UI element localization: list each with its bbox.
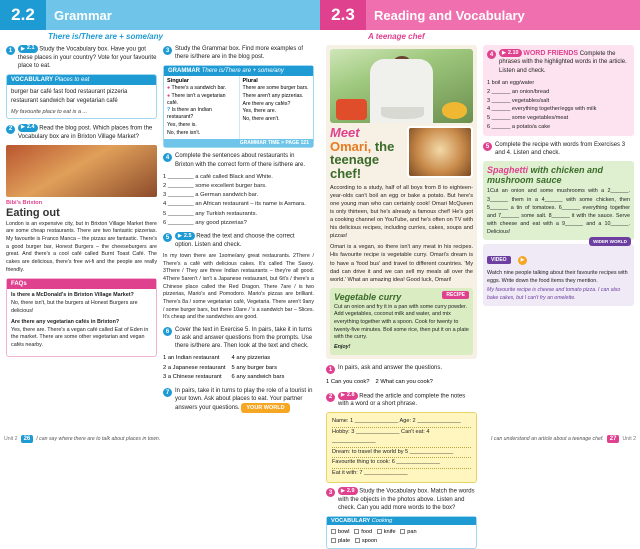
- left-column-1: [6, 45, 157, 417]
- exercise-6-number: 6: [163, 327, 172, 336]
- article-box: [326, 45, 477, 359]
- exercise-6-prompts: [163, 354, 314, 382]
- list-item: 5 ________ any Turkish restaurants.: [163, 210, 258, 217]
- r-exercise-2-text: ▶ 2.8 Read the article and complete the notes with a word or a short phrase.: [338, 391, 466, 408]
- left-footer-unit: Unit 2: [4, 436, 18, 442]
- cooking-vocabulary-box: [326, 516, 477, 549]
- list-item: 3 ________ a German sandwich bar.: [163, 192, 259, 199]
- audio-badge[interactable]: ▶ 2.1: [18, 45, 38, 53]
- left-unit-number: 2.2: [0, 0, 46, 30]
- left-column-2: [163, 45, 314, 417]
- notes-card: [326, 412, 477, 483]
- word-friends-label: WORD FRIENDS: [523, 50, 579, 57]
- article-title-meet: Meet: [330, 125, 360, 140]
- spaghetti-box: [483, 161, 634, 240]
- r-exercise-1-number: 1: [326, 365, 335, 374]
- blog-author: Bibi's Brixton: [6, 199, 43, 206]
- vocabulary-row-2: plate spoon: [331, 537, 472, 545]
- exercise-1: [6, 45, 157, 70]
- list-item: 2 ________ some excellent burger bars.: [163, 182, 267, 189]
- exercise-5-text: ▶ 2.5 Read the text and choose the correct option. Listen and check.: [175, 232, 295, 248]
- exercise-5-body: In my town there are 1some/any great restaurants. 2There / There's a café with delicious cakes. It's called The Savoy. 3There / They are three Indian restaurants – they're all good. 4There 5aren't / isn't a Japanese restaurant, but 6it's / there's a Chinese place called the Red Dragon. There 7are / is two pizzerias, Mario's and Pomodoro. Mario's pizzas are brilliant. There's 8a / some vegetarian café, Vegetaria. There aren't 9any / some burger bars, but there 10are / 's a sandwich bar – Slices. It's cheap and the sandwiches are good.: [163, 252, 314, 321]
- recipe-enjoy: Enjoy!: [334, 343, 351, 350]
- grammar-plural-column: [239, 76, 314, 139]
- r-exercise-3-number: 3: [326, 488, 335, 497]
- cooking-vocabulary-header: VOCABULARY Cooking: [327, 517, 476, 525]
- exercise-4: [163, 152, 314, 168]
- recipe-text: Cut an onion and fry it in a pan with some curry powder. Add vegetables, coconut milk and water, and mix everything together with a spoon. Cook for twenty to twenty-five minutes. Boil some rice, then put it on a plate with the curry.: [334, 303, 469, 341]
- list-item: 5 ______ some vegetables/meat: [487, 115, 569, 122]
- blog-text: London is an expensive city, but in Brixton Village Market there are some cheap restaurants. There are two fantastic pizzerias. My favourite is Franco Manca – the pizzas are fantastic. There's a good burger bar, Honest Burgers – the cheeseburgers are great. And there's a cool café called Burnt Toast Café. The cakes are delicious, there's free wi-fi and the people are really friendly.: [6, 220, 157, 273]
- exercise-7-number: 7: [163, 388, 172, 397]
- video-play-icon[interactable]: ▶: [518, 256, 527, 265]
- article-paragraph-2: Omari is a vegan, so there isn't any meat in his recipes. His favourite recipe is vegetable curry. Omari's dream is to have a 'food bus' and travel to different countries. 'My dad can drive it and we can sell my meals all over the world.' What an amazing idea! Good luck, Omari!: [330, 244, 473, 283]
- right-header: [320, 0, 640, 30]
- question-icon: ?: [167, 107, 171, 114]
- left-page: [0, 0, 320, 446]
- list-item: 4 any pizzerias: [231, 355, 271, 362]
- left-subtitle: There is/There are + some/any: [48, 32, 163, 41]
- bullet-icon: ●: [167, 92, 171, 99]
- exercise-4-number: 4: [163, 153, 172, 162]
- grammar-time-link[interactable]: GRAMMAR TIME > PAGE 121: [164, 139, 313, 147]
- vocabulary-box: [6, 74, 157, 119]
- right-footer: [320, 432, 640, 446]
- r-exercise-4-number: 4: [487, 50, 496, 59]
- right-column-2: [483, 45, 634, 549]
- vocabulary-box-subject: Places to eat: [54, 76, 90, 83]
- r-exercise-5-number: 5: [483, 142, 492, 151]
- question-1: 1 Can you cook?: [326, 379, 370, 386]
- play-icon: ▶: [21, 124, 25, 131]
- checkbox-icon[interactable]: [354, 529, 359, 534]
- exercise-5: [163, 232, 314, 249]
- bullet-icon: ●: [167, 85, 171, 92]
- grammar-singular-label: Singular: [167, 78, 190, 85]
- r-exercise-1-text: In pairs, ask and answer the questions.: [338, 365, 443, 372]
- list-item: 1 ________ a café called Black and White.: [163, 173, 273, 180]
- faq-answer: Yes, there are. There's a vegan café called Eat of Eden in the market. There are some other vegetarian and vegan cafés nearby.: [11, 326, 149, 349]
- grammar-row: No, there isn't.: [167, 129, 201, 136]
- list-item: 1 boil an egg/water: [487, 79, 535, 86]
- exercise-4-items: [163, 173, 314, 229]
- checkbox-icon[interactable]: [400, 529, 405, 534]
- grammar-singular-column: [164, 76, 239, 139]
- list-item: 3 ______ vegetables/salt: [487, 97, 550, 104]
- grammar-row: ● There isn't a vegetarian café.: [167, 92, 226, 106]
- faq-body: [7, 289, 156, 356]
- right-unit-title: Reading and Vocabulary: [366, 0, 640, 30]
- article-title-name: Omari,: [330, 138, 372, 154]
- omari-photo: [330, 49, 473, 123]
- r-exercise-3-text: ▶ 2.9 Study the Vocabulary box. Match the words with the objects in the photos above. Listen and check. Can you add more words to the box?: [338, 487, 475, 512]
- video-quote: My favourite recipe is cheese and tomato pizza. I can also bake cakes, but I can't fry an omelette.: [487, 287, 621, 301]
- right-subtitle: A teenage chef: [368, 32, 425, 41]
- exercise-6-text: Cover the text in Exercise 5. In pairs, take it in turns to ask and answer questions from the prompts. Use there is/there are. Then look at the text and check.: [175, 327, 313, 350]
- right-columns: [320, 43, 640, 549]
- cooking-vocabulary-subject: Cooking: [371, 518, 393, 525]
- faq-box: [6, 278, 157, 357]
- word-friends-box: [483, 45, 634, 136]
- right-page: [320, 0, 640, 544]
- photo-bowl: [381, 107, 424, 119]
- r-exercise-1-questions: [326, 378, 477, 387]
- note-line: Favourite thing to cook: 6 ______________: [332, 458, 471, 469]
- word-friends-items: [487, 79, 630, 133]
- play-icon: ▶: [341, 392, 345, 399]
- r-exercise-4-text: ▶ 2.10 WORD FRIENDS Complete the phrases with the highlighted words in the article. Listen and check.: [499, 49, 627, 74]
- spaghetti-title: [487, 165, 630, 185]
- checkbox-icon[interactable]: [331, 538, 336, 543]
- r-exercise-5: [483, 141, 634, 157]
- cooking-vocabulary-items: [327, 525, 476, 548]
- recipe-box: [330, 288, 473, 355]
- note-line: Dream: to travel the world by 5 ______________: [332, 448, 471, 459]
- right-unit-number: 2.3: [320, 0, 366, 30]
- right-footer-unit: Unit 2: [622, 436, 636, 442]
- grammar-row: There are some burger bars.: [242, 85, 309, 92]
- r-exercise-2-number: 2: [326, 393, 335, 402]
- checkbox-icon[interactable]: [331, 529, 336, 534]
- left-header: [0, 0, 320, 30]
- exercise-6-column-1: [163, 354, 226, 382]
- exercise-2-text: ▶ 2.4 Read the blog post. Which places from the Vocabulary box are in Brixton Village Market?: [18, 124, 153, 140]
- r-exercise-1: [326, 364, 477, 374]
- faq-item: [11, 319, 152, 350]
- curry-photo: [407, 126, 473, 178]
- exercise-4-text: Complete the sentences about restaurants in Brixton with the correct form of there is/there are.: [175, 153, 306, 168]
- list-item: 1 an Indian restaurant: [163, 355, 220, 362]
- vocabulary-items: burger bar café fast food restaurant pizzeria restaurant sandwich bar vegetarian café: [11, 88, 128, 104]
- play-icon: ▶: [21, 45, 25, 52]
- vocabulary-row-1: bowl food knife pan: [331, 528, 472, 536]
- exercise-6-column-2: [232, 354, 285, 382]
- exercise-1-text: ▶ 2.1 Study the Vocabulary box. Have you got these places in your country? Vote for your favourite place to eat.: [18, 45, 157, 69]
- exercise-3-text: Study the Grammar box. Find more examples of there is/there are in the blog post.: [175, 46, 304, 61]
- list-item: 4 ______ everything together/eggs with milk: [487, 106, 597, 113]
- audio-badge[interactable]: ▶ 2.8: [338, 392, 358, 400]
- spaghetti-title-sub: with chicken and mushroom sauce: [487, 165, 604, 186]
- recipe-tag: RECIPE: [442, 291, 469, 299]
- blog-title: Eating out: [6, 206, 60, 219]
- grammar-table: [164, 76, 313, 139]
- grammar-row: Yes, there is.: [167, 121, 197, 128]
- list-item: 6 ________ any good pizzerias?: [163, 219, 247, 226]
- grammar-box-subject: There is/There are + some/any: [201, 68, 284, 75]
- vocabulary-note: My favourite place to eat is a ...: [11, 108, 88, 115]
- r-exercise-3: [326, 487, 477, 512]
- r-exercise-4: [487, 49, 630, 75]
- r-exercise-5-text: Complete the recipe with words from Exercises 3 and 4. Listen and check.: [495, 142, 626, 157]
- list-item: 4 ________ an African restaurant – its name is Asmara.: [163, 201, 306, 208]
- audio-badge[interactable]: ▶ 2.9: [338, 487, 358, 495]
- exercise-2: [6, 124, 157, 141]
- audio-badge[interactable]: ▶ 2.4: [18, 124, 38, 132]
- faq-question: Are there any vegetarian cafés in Brixton?: [11, 318, 120, 325]
- video-tag: VIDEO: [487, 256, 511, 264]
- grammar-row: ? Is there an Indian restaurant?: [167, 107, 212, 121]
- audio-badge[interactable]: ▶ 2.5: [175, 232, 195, 240]
- faq-question: Is there a McDonald's in Brixton Village Market?: [11, 292, 134, 299]
- video-text: Watch nine people talking about their favourite recipes with eggs. Write down the food items they mention.: [487, 270, 628, 285]
- exercise-6: [163, 326, 314, 350]
- article-paragraph-1: According to a study, half of all boys from 8 to eighteen-year-olds can't boil an egg or bake a potato. But here's one young man who can certainly cook! Omari McQueen is only thirteen, but he's already a famous chef! He's got a cooking channel on YouTube, and he's often on TV with his delicious recipes, including curries, cakes, soups and pizzas!: [330, 184, 473, 240]
- exercise-2-number: 2: [6, 125, 15, 134]
- play-icon: ▶: [341, 487, 345, 494]
- your-world-badge: YOUR WORLD: [241, 403, 289, 413]
- checkbox-icon[interactable]: [377, 529, 382, 534]
- photo-lemon: [442, 102, 468, 118]
- right-column-1: [326, 45, 477, 549]
- grammar-plural-label: Plural: [242, 78, 258, 85]
- list-item: 2 a Japanese restaurant: [163, 364, 226, 371]
- faq-answer: No, there isn't, but the burgers at Honest Burgers are delicious!: [11, 300, 138, 314]
- left-columns: [0, 43, 320, 417]
- faq-header: FAQs: [7, 279, 156, 289]
- exercise-7-text: In pairs, take it in turns to play the role of a tourist in your town. Ask about places to eat. Your partner answers your questions. YOUR WORLD: [175, 387, 314, 413]
- video-box: [483, 239, 634, 306]
- grammar-box-header: GRAMMAR There is/There are + some/any: [164, 66, 313, 76]
- recipe-title: Vegetable curry: [334, 291, 402, 302]
- faq-item: [11, 292, 152, 315]
- question-2: 2 What can you cook?: [375, 379, 433, 386]
- note-line: Name: 1 ______________ Age: 2 ______________: [332, 417, 471, 428]
- grammar-box: [163, 65, 314, 148]
- audio-badge[interactable]: ▶ 2.10: [499, 49, 522, 57]
- checkbox-icon[interactable]: [355, 538, 360, 543]
- list-item: 2 ______ an onion/bread: [487, 88, 550, 95]
- play-icon: ▶: [502, 50, 506, 57]
- list-item: 5 any burger bars: [231, 364, 277, 371]
- left-footer-line: I can say where there are to talk about places in town.: [36, 436, 161, 442]
- note-line: Hobby: 3 ______________ Can't eat: 4 ______________: [332, 428, 471, 448]
- grammar-row: No, there aren't.: [242, 116, 280, 123]
- exercise-5-number: 5: [163, 233, 172, 242]
- blog-photo: [6, 145, 157, 197]
- left-page-number: 26: [21, 435, 34, 443]
- list-item: 3 a Chinese restaurant: [163, 373, 222, 380]
- grammar-row: Yes, there are.: [242, 108, 277, 115]
- right-page-number: 27: [607, 435, 620, 443]
- left-footer: [0, 432, 320, 446]
- note-line: Eat it with: 7 ______________: [332, 469, 408, 476]
- list-item: 6 any sandwich bars: [231, 373, 285, 380]
- left-unit-title: Grammar: [46, 0, 320, 30]
- r-exercise-2: [326, 392, 477, 409]
- spaghetti-title-main: Spaghetti: [487, 165, 529, 176]
- grammar-row: ● There's a sandwich bar.: [167, 85, 227, 92]
- photo-vegetable: [336, 99, 367, 120]
- right-footer-line: I can understand an article about a teenage chef.: [490, 436, 604, 442]
- list-item: 6 ______ a potato/a cake: [487, 124, 551, 131]
- exercise-3: [163, 45, 314, 61]
- exercise-7: [163, 387, 314, 413]
- wider-world-badge: WIDER WORLD: [589, 237, 631, 246]
- grammar-row: There aren't any pizzerias.: [242, 92, 304, 99]
- grammar-row: Are there any cafés?: [242, 100, 291, 107]
- vocabulary-box-header: VOCABULARY Places to eat: [7, 75, 156, 85]
- spaghetti-text: 1Cut an onion and some mushrooms with a 2______. 3______ them in a 4______ with some chicken, then 5______ a tin of tomatoes. 6______ everything together and 7______ some salt. 8______ it with the sauce. Serve with cheese and eat with a 9______ and a 10______. Delicious!: [487, 188, 630, 235]
- article-title-rest: the teenage chef!: [330, 138, 395, 181]
- exercise-3-number: 3: [163, 46, 172, 55]
- exercise-1-number: 1: [6, 46, 15, 55]
- play-icon: ▶: [178, 232, 182, 239]
